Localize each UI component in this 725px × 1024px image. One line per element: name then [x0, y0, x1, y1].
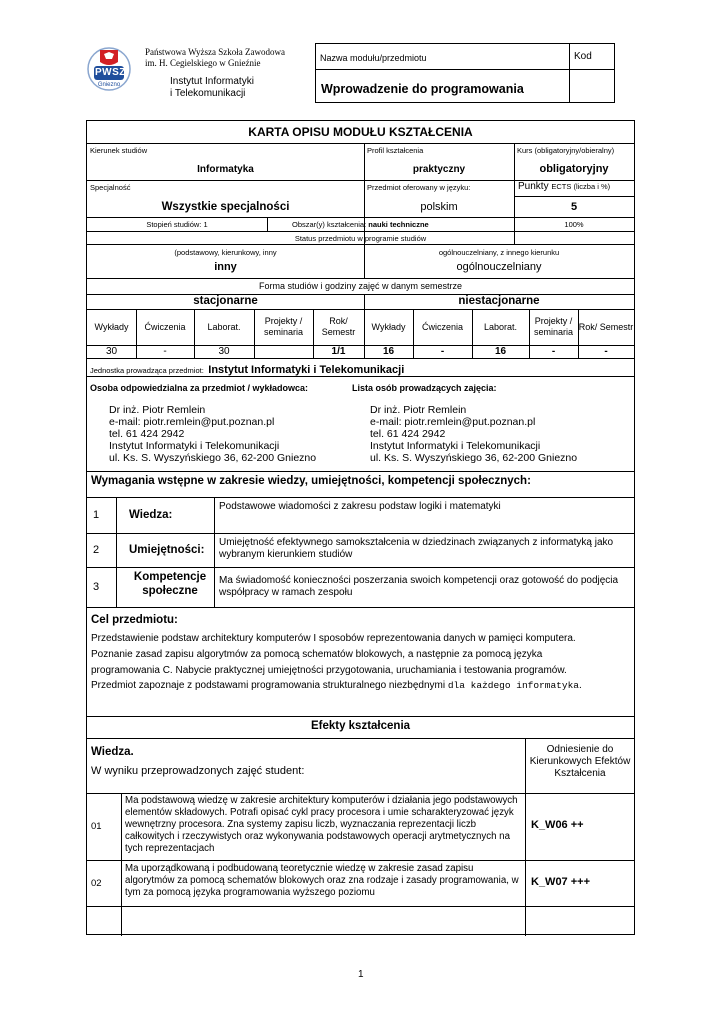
effect-reference: K_W06 ++ [531, 819, 584, 831]
requirement-row [87, 497, 634, 533]
effect-text: Ma podstawową wiedzę w zakresie architektury komputerów i działania jego podstawowych elementów składowych. Potrafi opisać cykl pracy procesora i umie scharakteryzować język wewnętrzny procesora. Zna systemy zapisu liczb, wyznaczania reprezentacji liczb całkowitych i rzeczywistych oraz wykonywania podstawowych operacji arytmetycznych na tych reprezentacjach [125, 795, 518, 854]
school-name-line2: im. H. Cegielskiego w Gnieźnie [145, 58, 261, 68]
page-number: 1 [358, 969, 364, 980]
effect-row [87, 793, 634, 860]
course: obligatoryjny [539, 163, 609, 175]
contact-line: e-mail: piotr.remlein@put.poznan.pl [109, 416, 275, 428]
language: polskim [420, 201, 458, 213]
requirement-number: 3 [93, 581, 100, 593]
hours-value: 16 [382, 346, 395, 357]
goal-header: Cel przedmiotu: [91, 614, 178, 626]
contact-line: Instytut Informatyki i Telekomunikacji [109, 440, 280, 452]
unit-label: Jednostka prowadząca przedmiot: [90, 366, 204, 375]
requirement-name: Wiedza: [129, 509, 173, 521]
effect-number: 01 [91, 821, 102, 832]
hours-column-header: Wykłady [371, 321, 406, 332]
logo-subtext: Gniezno [97, 82, 121, 88]
responsible-label: Osoba odpowiedzialna za przedmiot / wykładowca: [90, 383, 309, 393]
goal-line: programowania C. Nabycie praktycznej umiejętności przygotowania, uruchamiania i testowania programów. [91, 665, 567, 676]
code-label: Kod [574, 51, 592, 62]
teachers-label: Lista osób prowadzących zajęcia: [352, 383, 497, 393]
hours-column-header: Rok/ Semestr [321, 316, 356, 337]
language-label: Przedmiot oferowany w języku: [367, 183, 471, 192]
module-name-label: Nazwa modułu/przedmiotu [320, 53, 427, 63]
hours-value: - [604, 346, 608, 357]
hours-column-header: Ćwiczenia [421, 321, 463, 332]
points-label [518, 181, 610, 192]
ects-points: 5 [570, 201, 578, 213]
school-name-line1: Państwowa Wyższa Szkoła Zawodowa [145, 47, 286, 57]
requirement-number: 2 [93, 544, 100, 556]
profile: praktyczny [412, 164, 466, 175]
points-label-main: Punkty [518, 181, 549, 192]
contact-line: tel. 61 424 2942 [109, 428, 185, 440]
field-of-study-label: Kierunek studiów [90, 146, 148, 155]
hours-column-header: Rok/ Semestr [578, 321, 634, 332]
goal-text [91, 631, 633, 693]
contact-line: ul. Ks. S. Wyszyńskiego 36, 62-200 Gniezno [370, 452, 578, 464]
requirement-row [87, 567, 634, 607]
contact-line: Dr inż. Piotr Remlein [109, 404, 206, 416]
percent: 100% [564, 220, 584, 229]
status-left: inny [214, 261, 237, 273]
logo-text: PWSZ [95, 67, 126, 78]
field-of-study: Informatyka [197, 164, 254, 175]
contact-line: Instytut Informatyki i Telekomunikacji [370, 440, 541, 452]
effect-row [87, 860, 634, 906]
effect-reference: K_W07 +++ [531, 876, 591, 888]
contact-line: e-mail: piotr.remlein@put.poznan.pl [370, 416, 536, 428]
effect-number: 02 [91, 878, 102, 889]
course-label: Kurs (obligatoryjny/obieralny) [517, 146, 615, 155]
status-header: Status przedmiotu w programie studiów [294, 234, 427, 243]
area-value: nauki techniczne [368, 220, 429, 229]
knowledge-header: Wiedza. [91, 746, 134, 758]
requirement-row [87, 533, 634, 567]
points-label-small: ECTS (liczba i %) [551, 182, 611, 191]
effect-text: Ma uporządkowaną i podbudowaną teoretycznie wiedzę w zakresie zasad zapisu algorytmów za pomocą schematów blokowych oraz zna rodzaje i zasady programowania, w tym za pomocą języka programowania wyższego poziomu [125, 863, 519, 898]
specialty-label: Specjalność [90, 183, 131, 192]
hours-column-header: Projekty / seminaria [533, 316, 573, 337]
degree: Stopień studiów: 1 [146, 220, 208, 229]
requirement-text: Podstawowe wiadomości z zakresu podstaw logiki i matematyki [219, 501, 501, 512]
hours-grid [87, 309, 634, 358]
hours-column-header: Projekty / seminaria [263, 316, 303, 337]
goal-line [91, 679, 633, 693]
responsible-person [109, 404, 316, 464]
effects-header: Efekty kształcenia [310, 720, 411, 732]
teachers-person [370, 404, 577, 464]
hours-value: 16 [494, 346, 507, 357]
requirement-name: Umiejętności: [129, 544, 205, 556]
hours-value: - [551, 346, 556, 357]
requirement-text: Ma świadomość konieczności poszerzania swoich kompetencji oraz gotowość do podjęcia współpracy w ramach zespołu [219, 575, 619, 598]
hours-column-header: Ćwiczenia [144, 321, 186, 332]
knowledge-subheader: W wyniku przeprowadzonych zajęć student: [91, 765, 305, 777]
status-right-label: ogólnouczelniany, z innego kierunku [438, 248, 560, 257]
profile-label: Profil kształcenia [367, 146, 424, 155]
goal-last-mono: dla każdego informatyka [447, 680, 579, 691]
hours-value: 1/1 [331, 346, 346, 357]
full-time: stacjonarne [193, 295, 258, 307]
hours-column-header: Wykłady [94, 321, 129, 332]
contact-line: tel. 61 424 2942 [370, 428, 446, 440]
card-title: KARTA OPISU MODUŁU KSZTAŁCENIA [248, 125, 473, 139]
requirement-text: Umiejętność efektywnego samokształcenia w dziedzinach związanych z informatyką jako wybranym kierunkiem studiów [219, 537, 614, 560]
hours-value: 30 [218, 346, 230, 357]
area-label: Obszar(y) kształcenia: [292, 220, 367, 229]
status-right: ogólnouczelniany [456, 261, 542, 273]
hours-value: - [440, 346, 445, 357]
hours-column-header: Laborat. [483, 321, 518, 332]
reference-header: Odniesienie do Kierunkowych Efektów Kształcenia [529, 744, 631, 779]
specialty: Wszystkie specjalności [161, 201, 290, 213]
module-name: Wprowadzenie do programowania [321, 82, 524, 96]
institute-line1: Instytut Informatyki [170, 76, 254, 87]
hours-value: - [163, 346, 167, 357]
module-card [86, 120, 635, 935]
school-logo [86, 44, 132, 94]
requirement-name: Kompetencje społeczne [133, 571, 207, 597]
part-time: niestacjonarne [458, 295, 540, 307]
requirements-header: Wymagania wstępne w zakresie wiedzy, umiejętności, kompetencji społecznych: [91, 475, 531, 487]
unit-value: Instytut Informatyki i Telekomunikacji [208, 364, 405, 376]
requirement-number: 1 [93, 509, 100, 521]
hours-column-header: Laborat. [207, 321, 241, 332]
goal-line: Poznanie zasad zapisu algorytmów za pomocą schematów blokowych, a następnie za pomocą języka [91, 649, 543, 660]
goal-line: Przedstawienie podstaw architektury komputerów I sposobów reprezentowania danych w pamięci komputera. [91, 633, 576, 644]
goal-last-line: Przedmiot zapoznaje z podstawami programowania strukturalnego niezbędnymi [91, 680, 446, 691]
forms-header: Forma studiów i godziny zajęć w danym semestrze [258, 281, 463, 291]
institute-line2: i Telekomunikacji [170, 88, 246, 99]
status-left-label: (podstawowy, kierunkowy, inny [174, 248, 277, 257]
module-header-box [315, 43, 615, 103]
contact-line: ul. Ks. S. Wyszyńskiego 36, 62-200 Gniezno [109, 452, 317, 464]
hours-value: 30 [105, 346, 118, 357]
goal-last-end: . [578, 680, 582, 691]
area [292, 220, 429, 229]
contact-line: Dr inż. Piotr Remlein [370, 404, 467, 416]
